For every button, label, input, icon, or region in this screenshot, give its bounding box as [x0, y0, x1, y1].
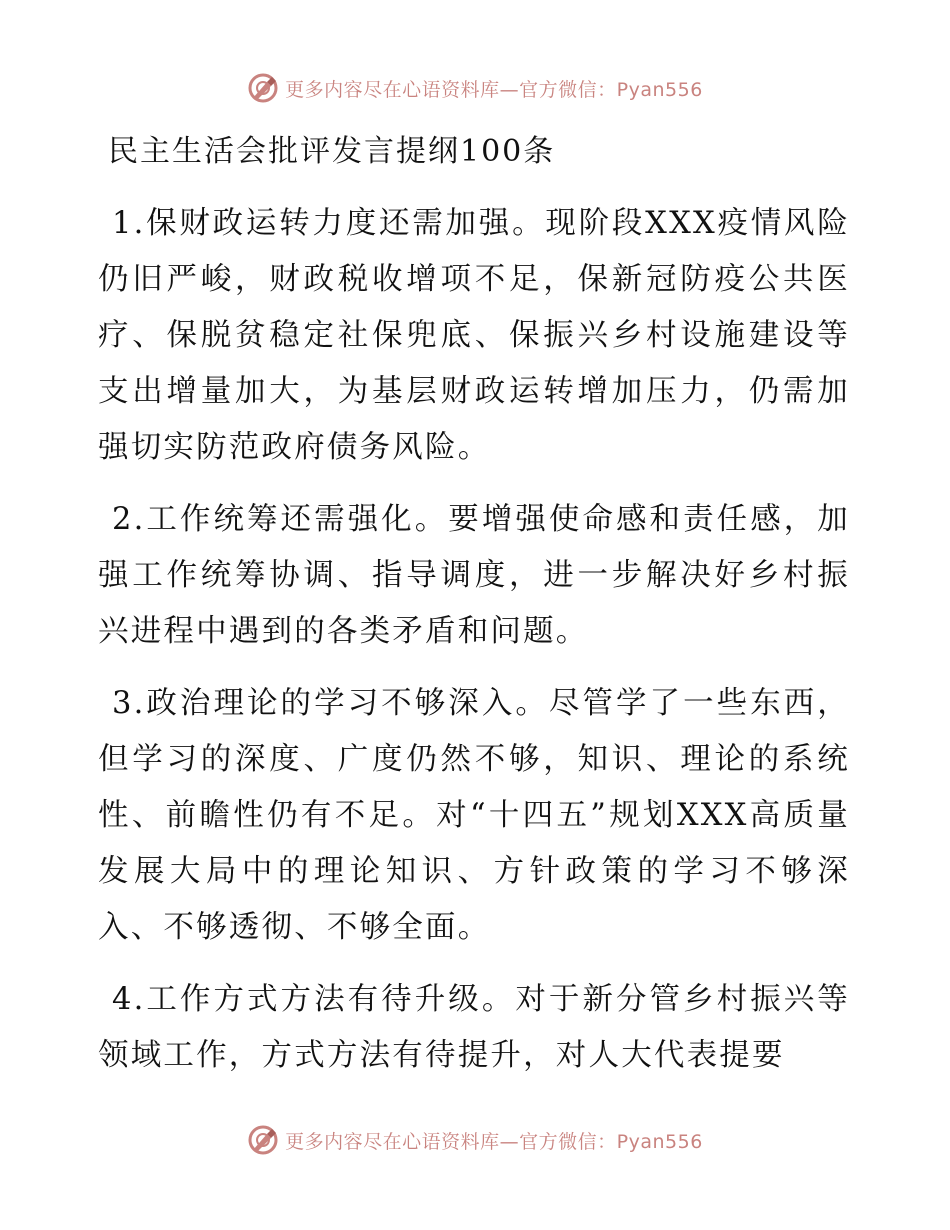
paragraph-2: 2.工作统筹还需强化。要增强使命感和责任感，加强工作统筹协调、指导调度，进一步解决好乡村振兴进程中遇到的各类矛盾和问题。 — [98, 502, 850, 649]
watermark-header — [0, 72, 950, 104]
document-body — [98, 196, 850, 1100]
pen-logo-icon — [247, 72, 279, 104]
pen-logo-icon — [247, 1124, 279, 1156]
watermark-text: 更多内容尽在心语资料库—官方微信：Pyan556 — [285, 1130, 703, 1153]
paragraph-3: 3.政治理论的学习不够深入。尽管学了一些东西，但学习的深度、广度仍然不够，知识、理论的系统性、前瞻性仍有不足。对“十四五”规划XXX高质量发展大局中的理论知识、方针政策的学习不够深入、不够透彻、不够全面。 — [98, 686, 850, 945]
document-title: 民主生活会批评发言提纲100条 — [108, 134, 556, 169]
paragraph-1: 1.保财政运转力度还需加强。现阶段XXX疫情风险仍旧严峻，财政税收增项不足，保新冠防疫公共医疗、保脱贫稳定社保兜底、保振兴乡村设施建设等支出增量加大，为基层财政运转增加压力，仍需加强切实防范政府债务风险。 — [98, 206, 850, 465]
watermark-footer — [0, 1124, 950, 1156]
paragraph-4: 4.工作方式方法有待升级。对于新分管乡村振兴等领域工作，方式方法有待提升，对人大代表提要 — [98, 982, 850, 1073]
watermark-text: 更多内容尽在心语资料库—官方微信：Pyan556 — [285, 78, 703, 101]
